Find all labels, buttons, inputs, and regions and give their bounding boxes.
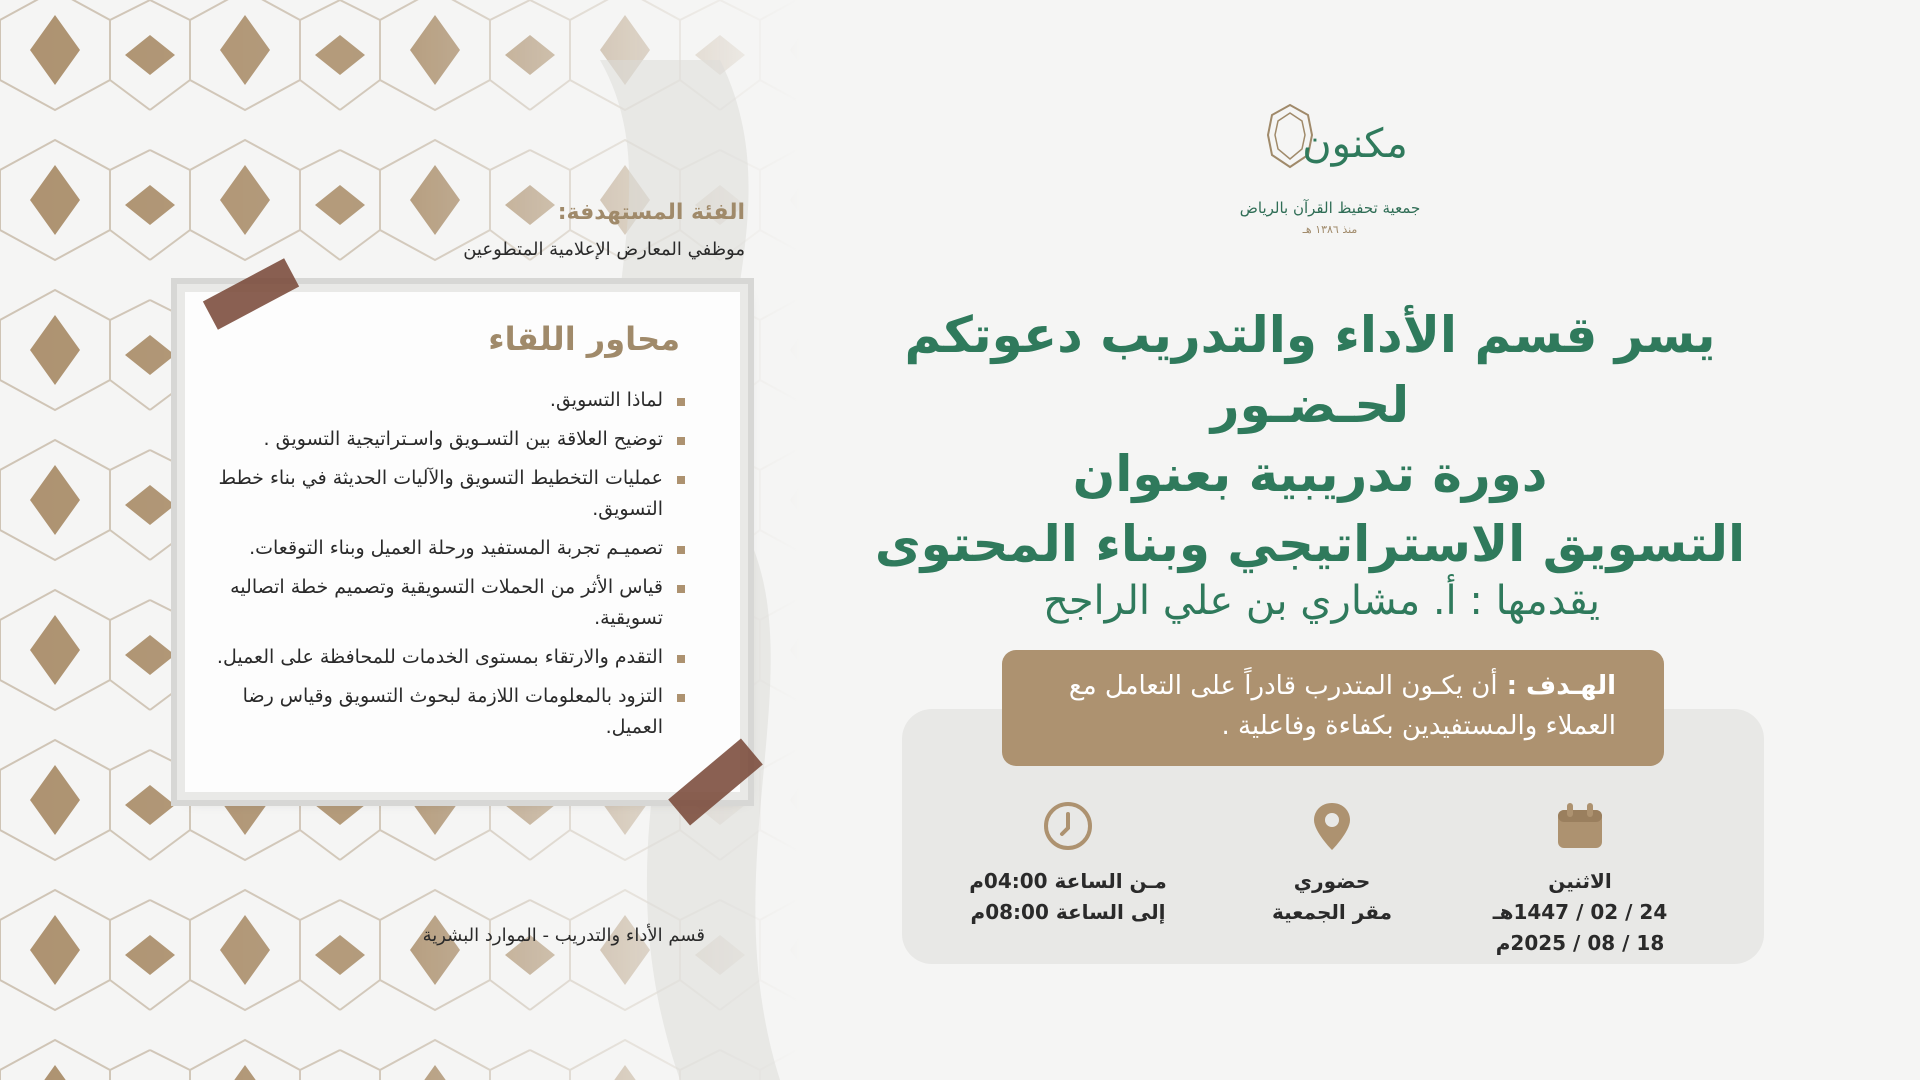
logo-emblem-icon (1250, 95, 1410, 195)
topics-list (200, 385, 685, 751)
event-place: مقر الجمعية (1272, 900, 1392, 924)
goal-box (1002, 650, 1664, 766)
calendar-icon (1554, 800, 1606, 852)
svg-text:مكنون: مكنون (1302, 121, 1408, 167)
course-label: دورة تدريبية بعنوان (1072, 445, 1548, 503)
target-audience (300, 200, 745, 260)
organization-logo (1215, 95, 1445, 236)
presenter-name: أ. مشاري بن علي الراجح (1043, 578, 1457, 624)
course-title: التسويق الاستراتيجي وبناء المحتوى (874, 515, 1746, 573)
topic-item: تصميـم تجربة المستفيد ورحلة العميل وبناء التوقعات. (200, 533, 685, 564)
time-info (968, 800, 1168, 928)
event-time-from: مـن الساعة 04:00م (969, 869, 1167, 893)
invitation-line: يسر قسم الأداء والتدريب دعوتكم لحـضـور (904, 306, 1716, 434)
event-day: الاثنين (1548, 869, 1612, 893)
presenter-label: يقدمها : (1456, 578, 1600, 624)
topic-item: التقدم والارتقاء بمستوى الخدمات للمحافظة على العميل. (200, 642, 685, 673)
event-date-gregorian: 18 / 08 / 2025م (1495, 931, 1665, 955)
goal-label: الهـدف : (1497, 671, 1616, 701)
target-audience-title: الفئة المستهدفة: (557, 200, 745, 225)
date-info (1480, 800, 1680, 959)
location-info (1232, 800, 1432, 928)
location-pin-icon (1306, 800, 1358, 852)
topic-item: قياس الأثر من الحملات التسويقية وتصميم خطة اتصاليه تسويقية. (200, 572, 685, 634)
topic-item: لماذا التسويق. (200, 385, 685, 416)
topic-item: التزود بالمعلومات اللازمة لبحوث التسويق وقياس رضا العميل. (200, 681, 685, 743)
topics-title: محاور اللقاء (488, 320, 680, 358)
founded-year: منذ ١٣٨٦ هـ (1302, 223, 1358, 236)
clock-icon (1042, 800, 1094, 852)
event-time-to: إلى الساعة 08:00م (970, 900, 1166, 924)
topic-item: عمليات التخطيط التسويق والآليات الحديثة في بناء خطط التسويق. (200, 463, 685, 525)
event-date-hijri: 24 / 02 / 1447هـ (1492, 900, 1668, 924)
goal-text: أن يكـون المتدرب قادراً على التعامل مع العملاء والمستفيدين بكفاءة وفاعلية . (1068, 671, 1616, 741)
topic-item: توضيح العلاقة بين التسـويق واسـتراتيجية التسويق . (200, 424, 685, 455)
invitation-headline (860, 300, 1760, 580)
department-footer: قسم الأداء والتدريب - الموارد البشرية (422, 925, 705, 946)
attendance-mode: حضوري (1293, 869, 1371, 893)
organization-name: جمعية تحفيظ القرآن بالرياض (1239, 199, 1421, 217)
target-audience-text: موظفي المعارض الإعلامية المتطوعين (463, 239, 745, 260)
presenter-line (980, 578, 1600, 624)
